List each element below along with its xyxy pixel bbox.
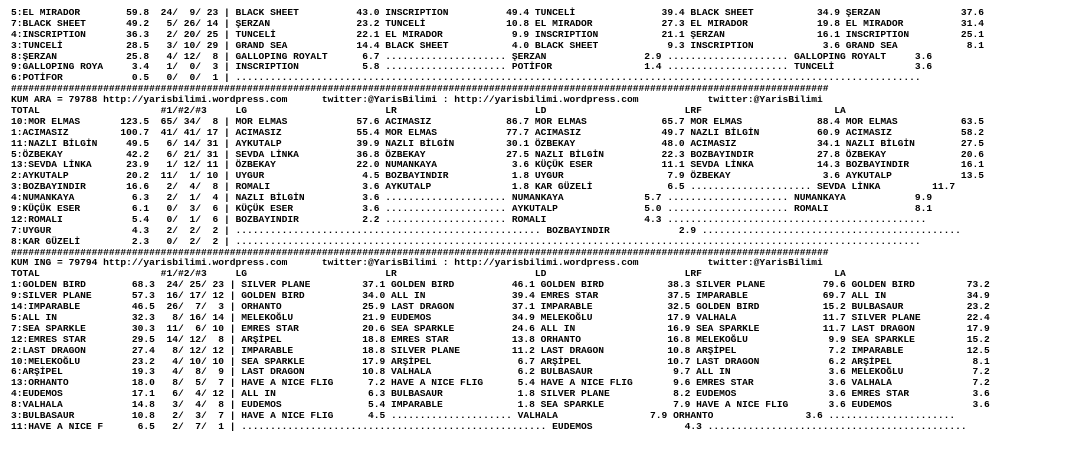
text-line: 6:POTİFOR 0.5 0/ 0/ 1 | ....................................................................................................................... [11, 72, 921, 84]
text-line: 8:VALHALA 14.8 3/ 4/ 8 | EUDEMOS 5.4 IMPARABLE 1.8 SEA SPARKLE 7.9 HAVE A NICE FLIG 3.6 EUDEMOS 3.6 [11, 399, 990, 411]
text-line: 4:EUDEMOS 17.1 6/ 4/ 12 | ALL IN 6.3 BULBASAUR 1.8 SILVER PLANE 8.2 EUDEMOS 3.6 EMRES STAR 3.6 [11, 388, 990, 400]
text-line: 9:SILVER PLANE 57.3 16/ 17/ 12 | GOLDEN BIRD 34.0 ALL IN 39.4 EMRES STAR 37.5 IMPARABLE 69.7 ALL IN 34.9 [11, 290, 990, 302]
text-line: 11:NAZLI BİLGİN 49.5 6/ 14/ 31 | AYKUTALP 39.9 NAZLI BİLGİN 30.1 ÖZBEKAY 48.0 ACIMASIZ 34.1 NAZLI BİLGİN 27.5 [11, 137, 984, 149]
text-line: 14:IMPARABLE 46.5 26/ 7/ 3 | ORHANTO 25.9 LAST DRAGON 37.1 IMPARABLE 32.5 GOLDEN BIRD 15.2 BULBASAUR 23.2 [11, 301, 990, 313]
text-line: 9:KÜÇÜK ESER 6.1 0/ 3/ 6 | KÜÇÜK ESER 3.6 ..................... AYKUTALP 5.0 ..................... ROMALI 8.1 [11, 203, 933, 215]
text-line: 7:UYGUR 4.3 2/ 2/ 2 | ..................................................... BOZBAYINDIR 2.9 ............................................. [11, 224, 961, 236]
text-line: 6:ARŞİPEL 19.3 4/ 8/ 9 | LAST DRAGON 10.8 VALHALA 6.2 BULBASAUR 9.7 ALL IN 3.6 MELEKOĞLU 7.2 [11, 366, 990, 378]
text-line: 12:EMRES STAR 29.5 14/ 12/ 8 | ARŞİPEL 18.8 EMRES STAR 13.8 ORHANTO 16.8 MELEKOĞLU 9.9 SEA SPARKLE 15.2 [11, 333, 990, 345]
text-line: 7:BLACK SHEET 49.2 5/ 26/ 14 | ŞERZAN 23.2 TUNCELİ 10.8 EL MIRADOR 27.3 EL MIRADOR 19.8 EL MIRADOR 31.4 [11, 17, 984, 29]
text-line: ############################################################################################################################################## [11, 246, 829, 258]
text-line: 9:GALLOPING ROYA 3.4 1/ 0/ 3 | INSCRIPTION 5.8 ..................... POTİFOR 1.4 ..................... TUNCELİ 3.6 [11, 61, 933, 73]
text-line: 1:ACIMASIZ 100.7 41/ 41/ 17 | ACIMASIZ 55.4 MOR ELMAS 77.7 ACIMASIZ 49.7 NAZLI BİLGİN 60.9 ACIMASIZ 58.2 [11, 126, 984, 138]
text-line: 2:AYKUTALP 20.2 11/ 1/ 10 | UYGUR 4.5 BOZBAYINDIR 1.8 UYGUR 7.9 ÖZBEKAY 3.6 AYKUTALP 13.5 [11, 170, 984, 182]
text-line: ############################################################################################################################################## [11, 83, 829, 95]
text-line: 2:LAST DRAGON 27.4 8/ 12/ 12 | IMPARABLE 18.8 SILVER PLANE 11.2 LAST DRAGON 10.8 ARŞİPEL 7.2 IMPARABLE 12.5 [11, 344, 990, 356]
text-line: 7:SEA SPARKLE 30.3 11/ 6/ 10 | EMRES STAR 20.6 SEA SPARKLE 24.6 ALL IN 16.9 SEA SPARKLE 11.7 LAST DRAGON 17.9 [11, 322, 990, 334]
text-line: 12:ROMALI 5.4 0/ 1/ 6 | BOZBAYINDIR 2.2 ..................... ROMALI 4.3 ............................................. [11, 213, 927, 225]
text-line: 11:HAVE A NICE F 6.5 2/ 7/ 1 | ..................................................... EUDEMOS 4.3 ............................................. [11, 420, 967, 432]
text-line: TOTAL #1/#2/#3 LG LR LD LRF LA [11, 268, 846, 280]
text-line: 3:BULBASAUR 10.8 2/ 3/ 7 | HAVE A NICE FLIG 4.5 ..................... VALHALA 7.9 ORHANTO 3.6 ...................... [11, 409, 956, 421]
text-line: 10:MOR ELMAS 123.5 65/ 34/ 8 | MOR ELMAS 57.6 ACIMASIZ 86.7 MOR ELMAS 65.7 MOR ELMAS 88.4 MOR ELMAS 63.5 [11, 115, 984, 127]
text-line: 5:EL MIRADOR 59.8 24/ 9/ 23 | BLACK SHEET 43.0 INSCRIPTION 49.4 TUNCELİ 39.4 BLACK SHEET 34.9 ŞERZAN 37.6 [11, 7, 984, 18]
text-line: 3:BOZBAYINDIR 16.6 2/ 4/ 8 | ROMALI 3.6 AYKUTALP 1.8 KAR GÜZELİ 6.5 ..................... SEVDA LİNKA 11.7 [11, 181, 956, 193]
text-line: 13:SEVDA LİNKA 23.9 1/ 12/ 11 | ÖZBEKAY 22.0 NUMANKAYA 3.6 KÜÇÜK ESER 11.1 SEVDA LİNKA 14.3 BOZBAYINDIR 16.1 [11, 159, 984, 171]
text-line: 1:GOLDEN BIRD 68.3 24/ 25/ 23 | SILVER PLANE 37.1 GOLDEN BIRD 46.1 GOLDEN BIRD 38.3 SILVER PLANE 79.6 GOLDEN BIRD 73.2 [11, 279, 990, 291]
text-line: 8:ŞERZAN 25.8 4/ 12/ 8 | GALLOPING ROYALT 6.7 ..................... ŞERZAN 2.9 ..................... GALLOPING ROYALT 3.6 [11, 50, 933, 62]
text-line: 3:TUNCELİ 28.5 3/ 10/ 29 | GRAND SEA 14.4 BLACK SHEET 4.0 BLACK SHEET 9.3 INSCRIPTION 3.6 GRAND SEA 8.1 [11, 39, 984, 51]
text-line: 10:MELEKOĞLU 23.2 4/ 10/ 10 | SEA SPARKLE 17.9 ARŞİPEL 6.7 ARŞİPEL 10.7 LAST DRAGON 6.2 ARŞİPEL 8.1 [11, 355, 990, 367]
text-line: 13:ORHANTO 18.0 8/ 5/ 7 | HAVE A NICE FLIG 7.2 HAVE A NICE FLIG 5.4 HAVE A NICE FLIG 9.6 EMRES STAR 3.6 VALHALA 7.2 [11, 377, 990, 389]
text-line: 5:ÖZBEKAY 42.2 6/ 21/ 31 | SEVDA LİNKA 36.8 ÖZBEKAY 27.5 NAZLI BİLGİN 22.3 BOZBAYINDIR 27.8 ÖZBEKAY 20.6 [11, 148, 984, 160]
text-line: KUM ING = 79794 http://yarisbilimi.wordpress.com twitter:@YarisBilimi : http://yarisbilimi.wordpress.com twitter:@YarisBilimi [11, 257, 823, 269]
text-line: TOTAL #1/#2/#3 LG LR LD LRF LA [11, 105, 846, 117]
text-line: 4:NUMANKAYA 6.3 2/ 1/ 4 | NAZLI BİLGİN 3.6 ..................... NUMANKAYA 5.7 ..................... NUMANKAYA 9.9 [11, 192, 933, 204]
text-line: 5:ALL IN 32.3 8/ 16/ 14 | MELEKOĞLU 21.9 EUDEMOS 34.9 MELEKOĞLU 17.9 VALHALA 11.7 SILVER PLANE 22.4 [11, 311, 990, 323]
text-line: 8:KAR GÜZELİ 2.3 0/ 2/ 2 | ....................................................................................................................... [11, 235, 921, 247]
text-line: 4:INSCRIPTION 36.3 2/ 20/ 25 | TUNCELİ 22.1 EL MIRADOR 9.9 INSCRIPTION 21.1 ŞERZAN 16.1 INSCRIPTION 25.1 [11, 28, 984, 40]
text-line: KUM ARA = 79788 http://yarisbilimi.wordpress.com twitter:@YarisBilimi : http://yarisbilimi.wordpress.com twitter:@YarisBilimi [11, 94, 823, 106]
